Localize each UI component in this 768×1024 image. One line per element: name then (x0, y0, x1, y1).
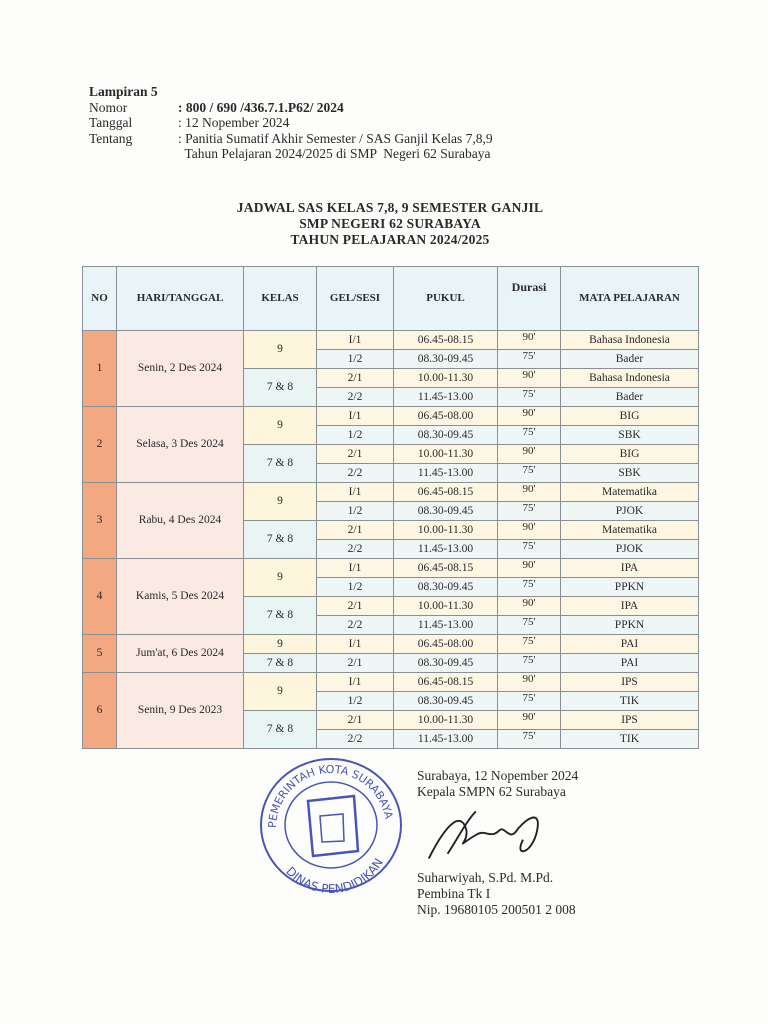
row-duration: 90' (498, 711, 561, 730)
row-number: 1 (83, 331, 117, 407)
row-class: 9 (244, 635, 317, 654)
title-line: JADWAL SAS KELAS 7,8, 9 SEMESTER GANJIL (236, 200, 544, 215)
row-subject: BIG (561, 445, 699, 464)
row-session: 2/1 (317, 654, 394, 673)
signature-position: Kepala SMPN 62 Surabaya (417, 784, 566, 799)
row-time: 06.45-08.00 (394, 635, 498, 654)
row-subject: Matematika (561, 521, 699, 540)
title-line: SMP NEGERI 62 SURABAYA (299, 216, 481, 231)
row-duration: 90' (498, 331, 561, 350)
row-time: 08.30-09.45 (394, 502, 498, 521)
header-duration: Durasi (498, 267, 561, 331)
row-class: 7 & 8 (244, 597, 317, 635)
row-subject: IPS (561, 673, 699, 692)
row-session: I/1 (317, 407, 394, 426)
title-line: TAHUN PELAJARAN 2024/2025 (290, 232, 490, 247)
table-row (83, 331, 699, 350)
row-subject: IPA (561, 559, 699, 578)
row-session: 2/2 (317, 616, 394, 635)
row-time: 06.45-08.15 (394, 673, 498, 692)
row-duration: 75' (498, 616, 561, 635)
header-class: KELAS (244, 267, 317, 331)
row-subject: TIK (561, 730, 699, 749)
row-duration: 90' (498, 407, 561, 426)
signature-nip: Nip. 19680105 200501 2 008 (417, 902, 576, 917)
row-class: 7 & 8 (244, 711, 317, 749)
row-number: 5 (83, 635, 117, 673)
header-date: HARI/TANGGAL (117, 267, 244, 331)
row-class: 9 (244, 483, 317, 521)
row-subject: PPKN (561, 578, 699, 597)
attachment-label: Lampiran 5 (89, 84, 158, 99)
row-duration: 75' (498, 578, 561, 597)
table-row (83, 483, 699, 502)
row-session: 2/2 (317, 464, 394, 483)
row-date: Selasa, 3 Des 2024 (117, 407, 244, 483)
row-date: Jum'at, 6 Des 2024 (117, 635, 244, 673)
row-session: 1/2 (317, 692, 394, 711)
row-time: 10.00-11.30 (394, 597, 498, 616)
row-subject: SBK (561, 426, 699, 445)
table-row (83, 673, 699, 692)
table-header-row (83, 267, 699, 331)
row-class: 7 & 8 (244, 654, 317, 673)
field-label: Tentang (89, 130, 133, 146)
row-session: 2/1 (317, 711, 394, 730)
field-label: Tanggal (89, 115, 133, 130)
row-duration: 90' (498, 597, 561, 616)
row-subject: SBK (561, 464, 699, 483)
row-duration: 90' (498, 521, 561, 540)
row-number: 6 (83, 673, 117, 749)
signature-block (417, 768, 578, 918)
row-duration: 75' (498, 388, 561, 407)
row-date: Senin, 2 Des 2024 (117, 331, 244, 407)
row-time: 10.00-11.30 (394, 711, 498, 730)
field-label: Nomor (89, 99, 128, 115)
row-duration: 90' (498, 369, 561, 388)
row-time: 11.45-13.00 (394, 730, 498, 749)
signature-rank: Pembina Tk I (417, 886, 491, 901)
field-value: Tahun Pelajaran 2024/2025 di SMP Negeri 62 Surabaya (178, 146, 491, 161)
row-session: 1/2 (317, 426, 394, 445)
row-subject: PAI (561, 635, 699, 654)
row-number: 2 (83, 407, 117, 483)
row-class: 7 & 8 (244, 445, 317, 483)
field-tentang (89, 131, 493, 147)
row-time: 11.45-13.00 (394, 388, 498, 407)
row-session: I/1 (317, 635, 394, 654)
row-session: I/1 (317, 559, 394, 578)
row-session: 1/2 (317, 502, 394, 521)
row-time: 11.45-13.00 (394, 464, 498, 483)
row-duration: 90' (498, 483, 561, 502)
row-time: 06.45-08.15 (394, 559, 498, 578)
row-subject: Bader (561, 388, 699, 407)
table-body (83, 331, 699, 749)
row-subject: Bahasa Indonesia (561, 369, 699, 388)
row-session: 2/1 (317, 369, 394, 388)
row-time: 08.30-09.45 (394, 350, 498, 369)
row-duration: 75' (498, 350, 561, 369)
row-duration: 90' (498, 445, 561, 464)
field-nomor (89, 100, 493, 116)
table-row (83, 407, 699, 426)
table-row (83, 635, 699, 654)
schedule-table (82, 266, 699, 749)
row-class: 9 (244, 673, 317, 711)
row-time: 06.45-08.15 (394, 483, 498, 502)
row-class: 9 (244, 559, 317, 597)
header-time: PUKUL (394, 267, 498, 331)
row-session: 2/2 (317, 730, 394, 749)
row-date: Senin, 9 Des 2023 (117, 673, 244, 749)
row-subject: PAI (561, 654, 699, 673)
header-no: NO (83, 267, 117, 331)
table-row (83, 559, 699, 578)
signature-name: Suharwiyah, S.Pd. M.Pd. (417, 870, 554, 885)
row-class: 9 (244, 407, 317, 445)
row-subject: BIG (561, 407, 699, 426)
field-value: : 800 / 690 /436.7.1.P62/ 2024 (178, 99, 344, 115)
row-date: Rabu, 4 Des 2024 (117, 483, 244, 559)
row-subject: PJOK (561, 502, 699, 521)
row-class: 7 & 8 (244, 369, 317, 407)
row-subject: Matematika (561, 483, 699, 502)
row-class: 9 (244, 331, 317, 369)
field-value: : 12 Nopember 2024 (178, 115, 290, 130)
row-duration: 75' (498, 540, 561, 559)
row-session: I/1 (317, 483, 394, 502)
row-duration: 75' (498, 730, 561, 749)
field-value: : Panitia Sumatif Akhir Semester / SAS Ganjil Kelas 7,8,9 (178, 130, 493, 146)
row-time: 08.30-09.45 (394, 578, 498, 597)
field-tanggal (89, 115, 493, 131)
row-time: 10.00-11.30 (394, 521, 498, 540)
row-time: 10.00-11.30 (394, 369, 498, 388)
row-subject: TIK (561, 692, 699, 711)
document-title (200, 200, 580, 248)
row-subject: Bahasa Indonesia (561, 331, 699, 350)
row-session: I/1 (317, 673, 394, 692)
row-subject: IPS (561, 711, 699, 730)
school-stamp (258, 756, 404, 894)
row-duration: 75' (498, 654, 561, 673)
row-session: 2/1 (317, 597, 394, 616)
svg-text:PEMERINTAH KOTA SURABAYA: PEMERINTAH KOTA SURABAYA (265, 762, 396, 829)
letter-header (89, 84, 493, 162)
row-time: 11.45-13.00 (394, 616, 498, 635)
row-session: 2/2 (317, 540, 394, 559)
row-duration: 75' (498, 426, 561, 445)
row-duration: 75' (498, 692, 561, 711)
row-session: 2/1 (317, 445, 394, 464)
row-time: 11.45-13.00 (394, 540, 498, 559)
row-time: 06.45-08.15 (394, 331, 498, 350)
row-subject: PJOK (561, 540, 699, 559)
row-duration: 75' (498, 464, 561, 483)
row-subject: Bader (561, 350, 699, 369)
row-number: 4 (83, 559, 117, 635)
row-session: 2/1 (317, 521, 394, 540)
row-duration: 90' (498, 559, 561, 578)
field-tentang-cont (89, 146, 493, 162)
row-subject: PPKN (561, 616, 699, 635)
row-class: 7 & 8 (244, 521, 317, 559)
svg-text:DINAS PENDIDIKAN: DINAS PENDIDIKAN (283, 855, 386, 894)
row-time: 08.30-09.45 (394, 692, 498, 711)
row-time: 06.45-08.00 (394, 407, 498, 426)
signature-place-date: Surabaya, 12 Nopember 2024 (417, 768, 579, 783)
row-session: 2/2 (317, 388, 394, 407)
row-number: 3 (83, 483, 117, 559)
header-session: GEL/SESI (317, 267, 394, 331)
row-session: I/1 (317, 331, 394, 350)
row-time: 08.30-09.45 (394, 654, 498, 673)
field-label (89, 146, 178, 162)
header-subject: MATA PELAJARAN (561, 267, 699, 331)
row-duration: 90' (498, 673, 561, 692)
row-session: 1/2 (317, 578, 394, 597)
row-subject: IPA (561, 597, 699, 616)
row-session: 1/2 (317, 350, 394, 369)
row-time: 08.30-09.45 (394, 426, 498, 445)
row-date: Kamis, 5 Des 2024 (117, 559, 244, 635)
row-duration: 75' (498, 502, 561, 521)
row-time: 10.00-11.30 (394, 445, 498, 464)
row-duration: 75' (498, 635, 561, 654)
